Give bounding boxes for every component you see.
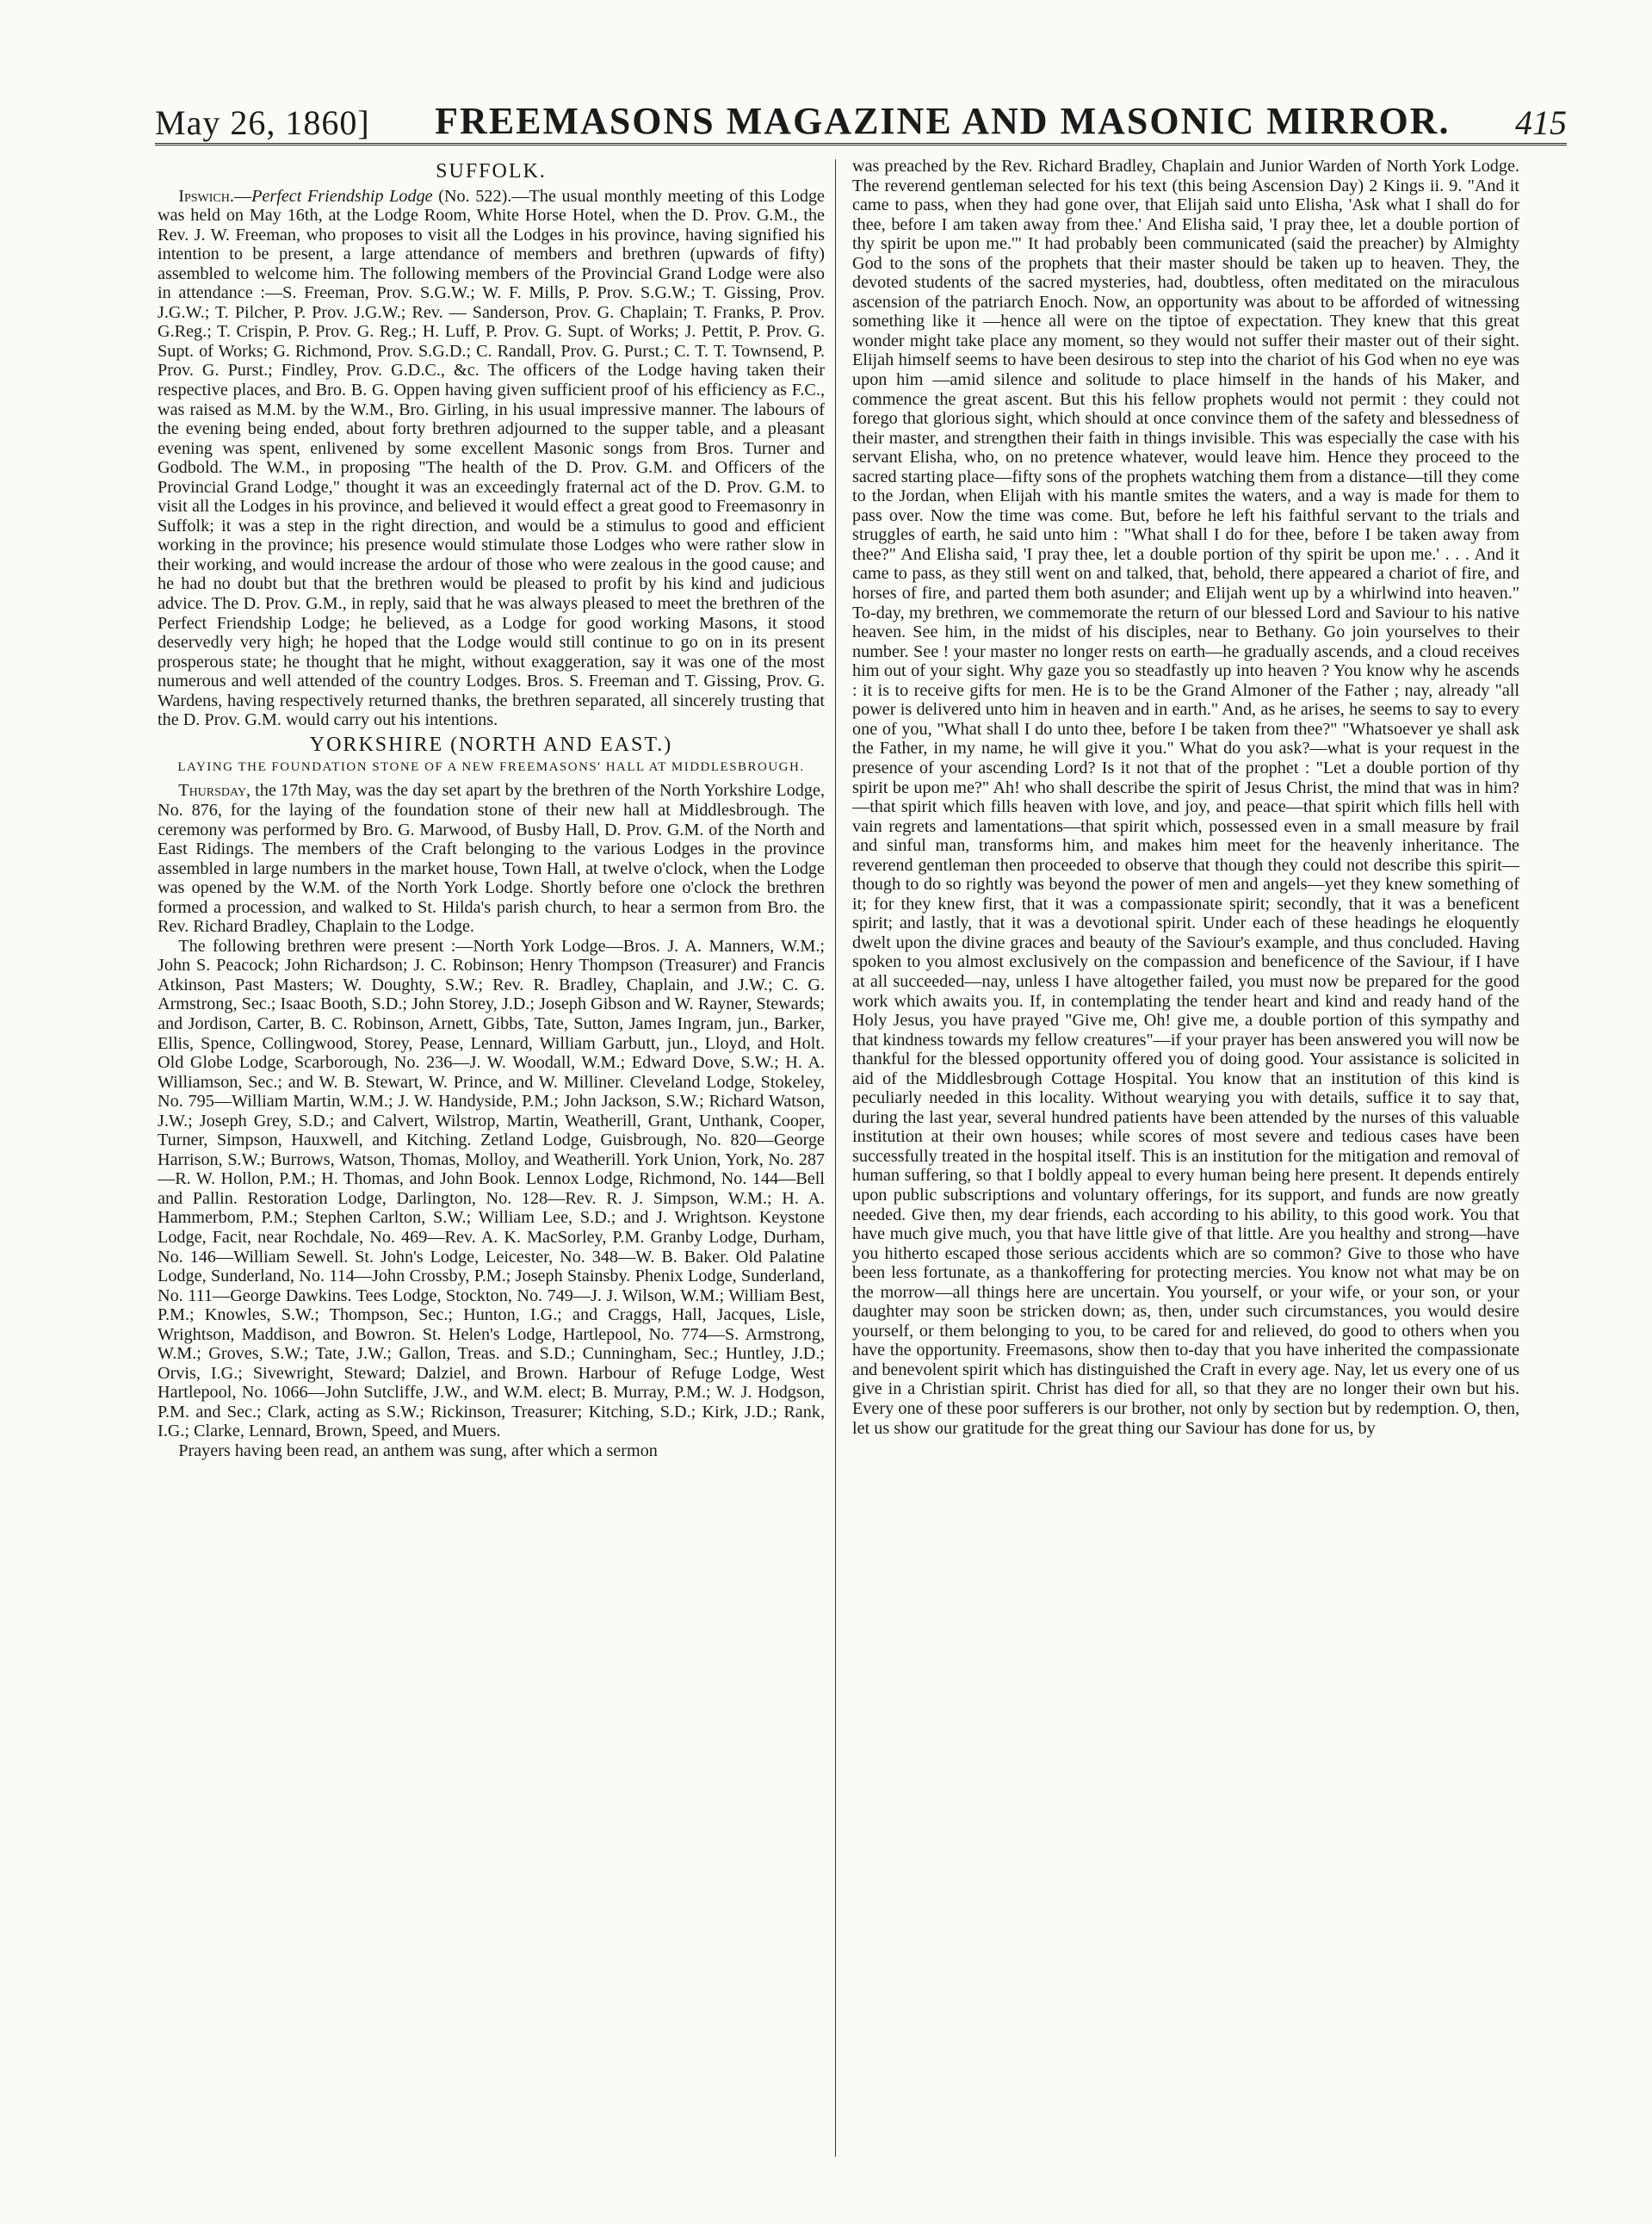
suffolk-report: Ipswich.—Perfect Friendship Lodge (No. 522).—The usual monthly meeting of this Lodge was held on May 16th, at the Lodge Room, White Horse Hotel, when the D. Prov. G.M., the Rev. J. W. Freeman, who proposes to visit all the Lodges in his province, having signified his intention to be present, a large attendance of members and brethren (upwards of fifty) assembled to welcome him. The following members of the Provincial Grand Lodge were also in attendance :—S. Freeman, Prov. S.G.W.; W. F. Mills, P. Prov. S.G.W.; T. Gissing, Prov. J.G.W.; T. Pilcher, P. Prov. J.G.W.; Rev. — Sanderson, Prov. G. Chaplain; T. Franks, P. Prov. G.Reg.; T. Crispin, P. Prov. G. Reg.; H. Luff, P. Prov. G. Supt. of Works; J. Pettit, P. Prov. G. Supt. of Works; G. Richmond, Prov. S.G.D.; C. Randall, Prov. G. Purst.; C. T. T. Townsend, P. Prov. G. Purst.; Findley, Prov. G.D.C., &c. The officers of the Lodge having taken their respective places, and Bro. B. G. Oppen having given sufficient proof of his efficiency as F.C., was raised as M.M. by the W.M., Bro. Girling, in his usual impressive manner. The labours of the evening being ended, about forty brethren adjourned to the supper table, and a pleasant evening was spent, enlivened by some excellent Masonic songs from Bros. Turner and Godbold. The W.M., in proposing "The health of the D. Prov. G.M. and Officers of the Provincial Grand Lodge," thought it was an exceedingly fraternal act of the D. Prov. G.M. to visit all the Lodges in his province, and believed it would effect a great good to Freemasonry in Suffolk; it was a step in the right direction, and would be a stimulus to good and efficient working in the province; his presence would stimulate those Lodges who were rather slow in their working, and would increase the ardour of those who were zealous in the good cause; and he had no doubt but that the brethren would be pleased to profit by his kind and judicious advice. The D. Prov. G.M., in reply, said that he was always pleased to meet the brethren of the Perfect Friendship Lodge; he believed, as a Lodge for good working Masons, it stood deservedly very high; he hoped that the Lodge would still continue to go on in its present prosperous state; he thought that he might, without exaggeration, say it was one of the most numerous and well attended of the country Lodges. Bros. S. Freeman and T. Gissing, Prov. G. Wardens, having respectively returned thanks, the brethren separated, all sincerely trusting that the D. Prov. G.M. would carry out his intentions. [158, 186, 825, 730]
suffolk-heading: SUFFOLK. [436, 160, 547, 183]
yorkshire-report [158, 781, 825, 936]
prayers-paragraph: Prayers having been read, an anthem was sung, after which a sermon [178, 1441, 658, 1460]
masthead [155, 83, 1567, 146]
publication-title: FREEMASONS MAGAZINE AND MASONIC MIRROR. [435, 100, 1451, 142]
suffolk-report-body: (No. 522).—The usual monthly meeting of this Lodge was held on May 16th, at the Lodge Room, White Horse Hotel, when the D. Prov. G.M., the Rev. J. W. Freeman, who proposes to visit all the Lodges in his province, having signified his intention to be present, a large attendance of members and brethren (upwards of fifty) assembled to welcome him. The following members of the Provincial Grand Lodge were also in attendance :—S. Freeman, Prov. S.G.W.; W. F. Mills, P. Prov. S.G.W.; T. Gissing, Prov. J.G.W.; T. Pilcher, P. Prov. J.G.W.; Rev. — Sanderson, Prov. G. Chaplain; T. Franks, P. Prov. G.Reg.; T. Crispin, P. Prov. G. Reg.; H. Luff, P. Prov. G. Supt. of Works; J. Pettit, P. Prov. G. Supt. of Works; G. Richmond, Prov. S.G.D.; C. Randall, Prov. G. Purst.; C. T. T. Townsend, P. Prov. G. Purst.; Findley, Prov. G.D.C., &c. The officers of the Lodge having taken their respective places, and Bro. B. G. Oppen having given sufficient proof of his efficiency as F.C., was raised as M.M. by the W.M., Bro. Girling, in his usual impressive manner. The labours of the evening being ended, about forty brethren adjourned to the supper table, and a pleasant evening was spent, enlivened by some excellent Masonic songs from Bros. Turner and Godbold. The W.M., in proposing "The health of the D. Prov. G.M. and Officers of the Provincial Grand Lodge," thought it was an exceedingly fraternal act of the D. Prov. G.M. to visit all the Lodges in his province, and believed it would effect a great good to Freemasonry in Suffolk; it was a step in the right direction, and would be a stimulus to good and efficient working in the province; his presence would stimulate those Lodges who were rather slow in their working, and would increase the ardour of those who were zealous in the good cause; and he had no doubt but that the brethren would be pleased to profit by his kind and judicious advice. The D. Prov. G.M., in reply, said that he was always pleased to meet the brethren of the Perfect Friendship Lodge; he believed, as a Lodge for good working Masons, it stood deservedly very high; he hoped that the Lodge would still continue to go on in its present prosperous state; he thought that he might, without exaggeration, say it was one of the most numerous and well attended of the country Lodges. Bros. S. Freeman and T. Gissing, Prov. G. Wardens, having respectively returned thanks, the brethren separated, all sincerely trusting that the D. Prov. G.M. would carry out his intentions. [158, 186, 825, 730]
column-divider [835, 159, 836, 2157]
yorkshire-report-body: the 17th May, was the day set apart by the brethren of the North Yorkshire Lodge, No. 876, for the laying of the foundation stone of their new hall at Middlesbrough. The ceremony was performed by Bro. G. Marwood, of Busby Hall, D. Prov. G.M. of the North and East Ridings. The members of the Craft belonging to the various Lodges in the province assembled in large numbers in the market house, Town Hall, at twelve o'clock, when the Lodge was opened by the W.M. of the North York Lodge. Shortly before one o'clock the brethren formed a procession, and walked to St. Hilda's parish church, to hear a sermon from Bro. the Rev. Richard Bradley, Chaplain to the Lodge. [158, 781, 825, 937]
right-column [852, 157, 1519, 2163]
page-number: 415 [1514, 103, 1567, 142]
yorkshire-day-lead: Thursday, [178, 781, 251, 801]
suffolk-lodge-name: Perfect Friendship Lodge [251, 186, 433, 206]
yorkshire-subheading: LAYING THE FOUNDATION STONE OF A NEW FREEMASONS' HALL AT MIDDLESBROUGH. [177, 760, 805, 775]
left-column [158, 157, 825, 2163]
suffolk-place-lead: Ipswich. [178, 186, 234, 206]
yorkshire-heading: YORKSHIRE (NORTH AND EAST.) [309, 733, 673, 756]
brethren-present-list: The following brethren were present :—North York Lodge—Bros. J. A. Manners, W.M.; John S. Peacock; John Richardson; J. C. Robinson; Henry Thompson (Treasurer) and Francis Atkinson, Past Masters; W. Doughty, S.W.; Rev. R. Bradley, Chaplain, and J.W.; C. G. Armstrong, Sec.; Isaac Booth, S.D.; John Storey, J.D.; Joseph Gibson and W. Rayner, Stewards; and Jordison, Carter, B. C. Robinson, Arnett, Gibbs, Tate, Sutton, James Ingram, jun., Barker, Ellis, Spence, Collingwood, Storey, Pease, Lennard, William Garbutt, jun., Lloyd, and Holt. Old Globe Lodge, Scarborough, No. 236—J. W. Woodall, W.M.; Edward Dove, S.W.; H. A. Williamson, Sec.; and W. B. Stewart, W. Prince, and W. Milliner. Cleveland Lodge, Stokeley, No. 795—William Martin, W.M.; J. W. Handyside, P.M.; John Jackson, S.W.; Richard Watson, J.W.; Joseph Grey, S.D.; and Calvert, Wilstrop, Martin, Weatherill, Grant, Unthank, Cooper, Turner, Simpson, Hauxwell, and Kitching. Zetland Lodge, Guisbrough, No. 820—George Harrison, S.W.; Burrows, Watson, Thomas, Molloy, and Weatherill. York Union, York, No. 287—R. W. Hollon, P.M.; H. Thomas, and John Book. Lennox Lodge, Richmond, No. 144—Bell and Pallin. Restoration Lodge, Darlington, No. 128—Rev. R. J. Simpson, W.M.; H. A. Hammerbom, P.M.; Stephen Carlton, S.W.; William Lee, S.D.; and J. Wrightson. Keystone Lodge, Facit, near Rochdale, No. 469—Rev. A. K. MacSorley, P.M. Granby Lodge, Durham, No. 146—William Sewell. St. John's Lodge, Leicester, No. 348—W. B. Baker. Old Palatine Lodge, Sunderland, No. 114—John Crossby, P.M.; Joseph Stainsby. Phenix Lodge, Sunderland, No. 111—George Dawkins. Tees Lodge, Stockton, No. 749—J. J. Wilson, W.M.; William Best, P.M.; Knowles, S.W.; Thompson, Sec.; Hunton, I.G.; and Craggs, Hall, Jacques, Lisle, Wrightson, Maddison, and Bowron. St. Helen's Lodge, Hartlepool, No. 774—S. Armstrong, W.M.; Groves, S.W.; Tate, J.W.; Gallon, Treas. and S.D.; Cunningham, Sec.; Huntley, J.D.; Orvis, I.G.; Sivewright, Steward; Dalziel, and Brown. Harbour of Refuge Lodge, West Hartlepool, No. 1066—John Sutcliffe, J.W., and W.M. elect; B. Murray, P.M.; W. J. Hodgson, P.M. and Sec.; Clark, acting as S.W.; Rickinson, Treasurer; Kitching, S.D.; Kirk, J.D.; Rank, I.G.; Clarke, Lennard, Brown, Speed, and Muers. [158, 936, 825, 1441]
issue-date: May 26, 1860] [155, 103, 370, 142]
sermon-text: was preached by the Rev. Richard Bradley, Chaplain and Junior Warden of North York Lodge. The reverend gentleman selected for his text (this being Ascension Day) 2 Kings ii. 9. "And it came to pass, when they had gone over, that Elijah said unto Elisha, 'Ask what I shall do for thee, before I am taken away from thee.' And Elisha said, 'I pray thee, let a double portion of thy spirit be upon me.'" It had probably been communicated (said the preacher) by Almighty God to the sons of the prophets that their master should be taken up to heaven. They, the devoted students of the sacred mysteries, had, doubtless, often meditated on the miraculous ascension of the patriarch Enoch. Now, an opportunity was about to be afforded of witnessing something like it —hence all were on the tiptoe of expectation. They knew that this great wonder might take place any moment, so they would not suffer their master out of their sight. Elijah himself seems to have been desirous to step into the chariot of his God when no eye was upon him —amid silence and solitude to place himself in the hands of his Maker, and commence the great ascent. But this his fellow prophets would not permit : they could not forego that glorious sight, which should at once convince them of the safety and blessedness of their master, and strengthen their faith in things invisible. This was especially the case with his servant Elisha, who, on no pretence whatever, would leave him. Hence they proceed to the sacred starting place—fifty sons of the prophets watching them from a distance—till they come to the Jordan, when Elijah with his mantle smites the waters, and a way is made for them to pass over. Now the time was come. But, before he left his faithful servant to the trials and struggles of earth, he said unto him : "What shall I do for thee, before I be taken away from thee?" And Elisha said, 'I pray thee, let a double portion of thy spirit be upon me.' . . . And it came to pass, as they still went on and talked, that, behold, there appeared a chariot of fire, and horses of fire, and parted them both asunder; and Elijah went up by a whirlwind into heaven." To-day, my brethren, we commemorate the return of our blessed Lord and Saviour to his native heaven. See him, in the midst of his disciples, near to Bethany. Go join yourselves to their number. See ! your master no longer rests on earth—he gradually ascends, and a cloud receives him out of your sight. Why gaze you so steadfastly up into heaven ? You know why he ascends : it is to receive gifts for men. He is to be the Grand Almoner of the Father ; nay, already "all power is delivered unto him in heaven and in earth." And, as he arises, he seems to say to every one of you, "What shall I do unto thee, before I be taken from thee?" "Whatsoever ye shall ask the Father, in my name, he will give it you." What do you ask?—what is your request in the presence of your ascending Lord? Is it not that of the prophet : "Let a double portion of thy spirit be upon me?" Ah! who shall describe the spirit of Jesus Christ, the mind that was in him?—that spirit which fills heaven with love, and joy, and peace—that spirit which fills hell with vain regrets and lamentations—that spirit which, possessed even in a small measure by frail and sinful man, transforms him, and makes him meet for the heavenly inheritance. The reverend gentleman then proceeded to observe that though they could not describe this spirit—though to do so rightly was beyond the power of men and angels—yet they knew something of it; for they knew first, that it was a compassionate spirit; secondly, that it was a beneficent spirit; and lastly, that it was a devotional spirit. Under each of these headings he eloquently dwelt upon the divine graces and beauty of the Saviour's example, and thus concluded. Having spoken to you almost exclusively on the compassion and beneficence of the Saviour, if I have at all succeeded—nay, unless I have altogether failed, you must now be prepared for the good work which awaits you. If, in contemplating the tender heart and kind and ready hand of the Holy Jesus, you have prayed "Give me, Oh! give me, a double portion of this sympathy and that kindness towards my fellow creatures"—if your prayer has been answered you will now be thankful for the blessed opportunity offered you of doing good. Your assistance is solicited in aid of the Middlesbrough Cottage Hospital. You know that an institution of this kind is peculiarly needed in this locality. Without wearying you with details, suffice it to say that, during the last year, several hundred patients have been attended by the nurses of this valuable institution at their own houses; while scores of most severe and tedious cases have been successfully treated in the hospital itself. This is an institution for the mitigation and removal of human suffering, so that I boldly appeal to every human being here present. It depends entirely upon public subscriptions and voluntary offerings, for its support, and funds are now greatly needed. Give then, my dear friends, each according to his ability, to this good work. You that have much give much, you that have little give of that little. Are you healthy and strong—have you hitherto escaped those serious accidents which are so common? Give to those who have been less fortunate, as a thankoffering for protecting mercies. You know not what may be on the morrow—all things here are uncertain. You yourself, or your wife, or your son, or your daughter may soon be stricken down; as, then, under such circumstances, you would desire yourself, or them belonging to you, to be cared for and relieved, do good to others when you have the opportunity. Freemasons, show then to-day that you have inherited the compassionate and benevolent spirit which has distinguished the Craft in every age. Nay, let us every one of us give in a Christian spirit. Christ has died for all, so that they are no longer their own but his. Every one of these poor sufferers is our brother, not only by section but by redemption. O, then, let us show our gratitude for the great thing our Saviour has done for us, by [852, 157, 1519, 1438]
